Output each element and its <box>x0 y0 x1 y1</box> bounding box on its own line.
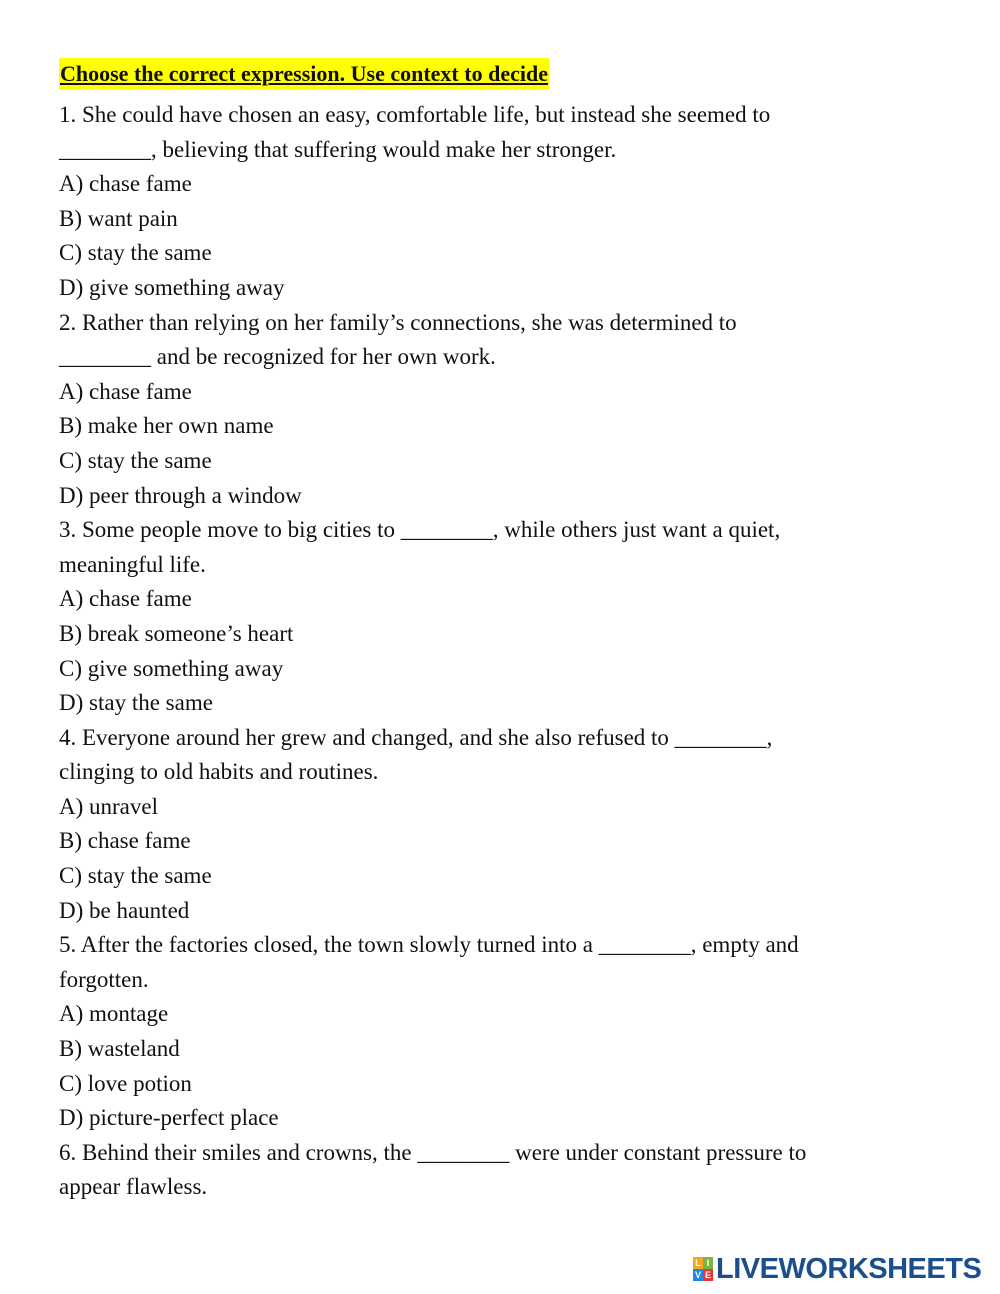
logo-mark-letter: E <box>704 1270 711 1280</box>
logo-mark-letter: V <box>694 1270 701 1280</box>
question-text-line: 1. She could have chosen an easy, comfortable life, but instead she seemed to <box>59 102 771 127</box>
answer-option: B) wasteland <box>59 1036 180 1062</box>
answer-option: A) chase fame <box>59 586 192 612</box>
answer-option: B) make her own name <box>59 413 274 439</box>
answer-option: B) chase fame <box>59 828 191 854</box>
question-text-line: meaningful life. <box>59 551 206 577</box>
answer-option: C) love potion <box>59 1070 192 1096</box>
worksheet-title: Choose the correct expression. Use context to decide <box>59 58 549 90</box>
logo-mark-letter: I <box>703 1257 713 1269</box>
logo-mark-letter: L <box>693 1257 703 1269</box>
answer-option: A) unravel <box>59 793 158 819</box>
answer-option: C) stay the same <box>59 863 212 889</box>
worksheet-page <box>59 58 959 1205</box>
answer-option: A) montage <box>59 1001 169 1027</box>
answer-option: A) chase fame <box>59 171 192 197</box>
question-text-line: appear flawless. <box>59 1174 208 1200</box>
answer-option: C) give something away <box>59 655 284 681</box>
liveworksheets-logo[interactable] <box>693 1252 981 1286</box>
question-text-line: ________, believing that suffering would make her stronger. <box>59 136 617 162</box>
answer-option: D) peer through a window <box>59 482 302 508</box>
answer-option: D) be haunted <box>59 897 190 923</box>
answer-option: C) stay the same <box>59 447 212 473</box>
question-text-line: clinging to old habits and routines. <box>59 759 379 785</box>
answer-option: B) break someone’s heart <box>59 620 294 646</box>
question-text-line: 3. Some people move to big cities to ________, while others just want a quiet, <box>59 517 781 543</box>
answer-option: D) give something away <box>59 274 285 300</box>
question-text-line: 6. Behind their smiles and crowns, the ________ were under constant pressure to <box>59 1139 807 1165</box>
answer-option: D) stay the same <box>59 690 213 716</box>
answer-option: C) stay the same <box>59 240 212 266</box>
logo-mark-icon <box>693 1257 713 1281</box>
question-text-line: forgotten. <box>59 966 149 992</box>
question-text-line: ________ and be recognized for her own work. <box>59 344 496 370</box>
answer-option: B) want pain <box>59 205 178 231</box>
question-text-line: 4. Everyone around her grew and changed, and she also refused to ________, <box>59 724 773 750</box>
question-text-line: 2. Rather than relying on her family’s connections, she was determined to <box>59 309 737 335</box>
logo-text: LIVEWORKSHEETS <box>716 1253 982 1285</box>
answer-option: A) chase fame <box>59 378 192 404</box>
question-list <box>59 98 959 1205</box>
answer-option: D) picture-perfect place <box>59 1105 279 1131</box>
question-text-line: 5. After the factories closed, the town slowly turned into a ________, empty and <box>59 932 799 958</box>
